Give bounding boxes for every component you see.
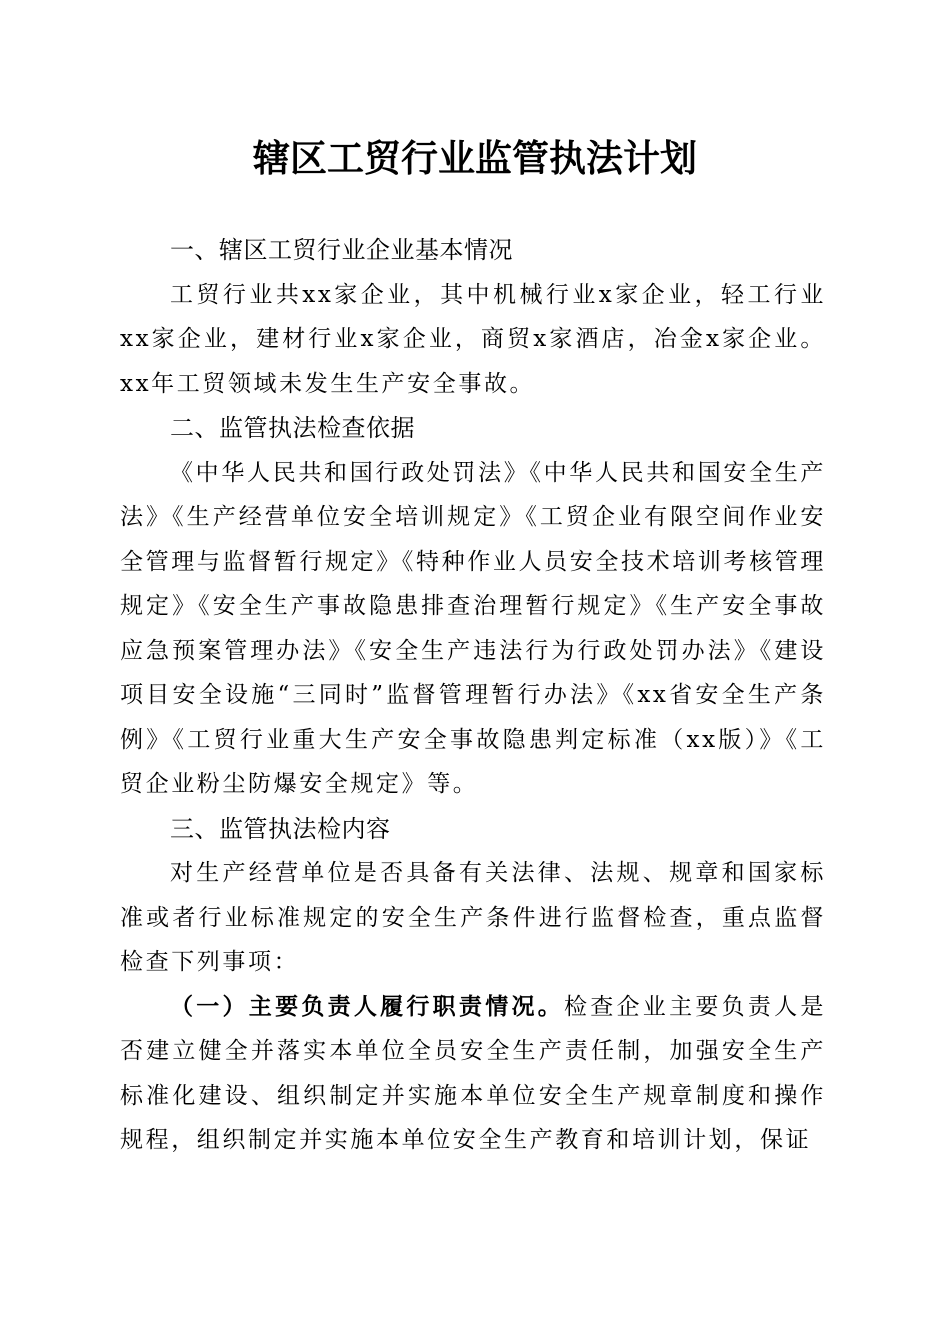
section-3-paragraph: 对生产经营单位是否具备有关法律、法规、规章和国家标准或者行业标准规定的安全生产条件进行监督检查，重点监督检查下列事项： bbox=[120, 860, 826, 975]
section-heading-1: 一、辖区工贸行业企业基本情况 bbox=[170, 236, 513, 264]
subsection-paragraph bbox=[120, 985, 826, 1163]
document-body bbox=[120, 228, 826, 1163]
subsection-text: 检查企业主要负责人是否建立健全并落实本单位全员安全生产责任制，加强安全生产标准化建设、组织制定并实施本单位安全生产规章制度和操作规程，组织制定并实施本单位安全生产教育和培训计划，保证 bbox=[120, 993, 827, 1153]
section-2-paragraph: 《中华人民共和国行政处罚法》《中华人民共和国安全生产法》《生产经营单位安全培训规定》《工贸企业有限空间作业安全管理与监督暂行规定》《特种作业人员安全技术培训考核管理规定》《安全生产事故隐患排查治理暂行规定》《生产安全事故应急预案管理办法》《安全生产违法行为行政处罚办法》《建设项目安全设施“三同时”监督管理暂行办法》《xx省安全生产条例》《工贸行业重大生产安全事故隐患判定标准（xx版）》《工贸企业粉尘防爆安全规定》等。 bbox=[120, 459, 826, 797]
section-heading-3: 三、监管执法检内容 bbox=[170, 814, 391, 843]
subsection-lead: （一）主要负责人履行职责情况。 bbox=[170, 992, 564, 1020]
document-title: 辖区工贸行业监管执法计划 bbox=[253, 136, 697, 180]
section-heading-2: 二、监管执法检查依据 bbox=[170, 414, 415, 442]
section-1-paragraph: 工贸行业共xx家企业，其中机械行业x家企业，轻工行业xx家企业，建材行业x家企业，商贸x家酒店，冶金x家企业。xx年工贸领域未发生生产安全事故。 bbox=[120, 281, 826, 397]
